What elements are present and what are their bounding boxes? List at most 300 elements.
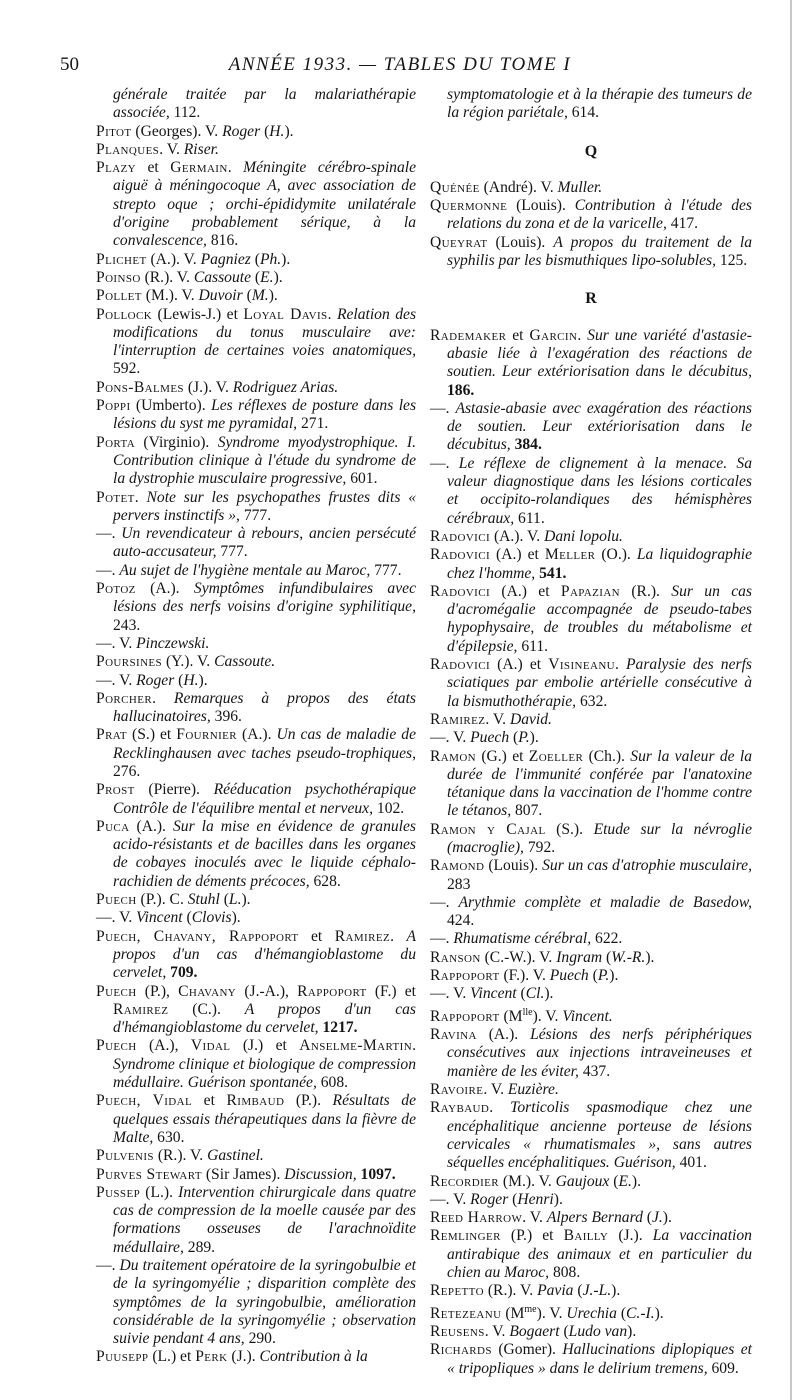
entry-text: 614. — [571, 104, 600, 122]
entry-text: (C.-W.). V. — [480, 948, 557, 966]
entry-text: —. V. — [96, 909, 137, 927]
entry-title: P. — [597, 967, 610, 985]
entry-title: Rééducation psychothérapique Contrôle de l'équilibre mental et nerveux, — [113, 781, 416, 817]
author-name: Ramon y Cajal — [430, 820, 546, 838]
index-entry — [96, 928, 416, 983]
entry-text: . — [227, 159, 244, 177]
author-name: Puusepp — [96, 1348, 149, 1366]
author-name: Puca — [96, 817, 130, 835]
entry-text: 401. — [679, 1154, 707, 1172]
entry-title: Riser. — [183, 140, 219, 158]
entry-title: Les réflexes de posture dans les lésions du syst me pyramidal, — [113, 397, 417, 433]
entry-text: 592. — [113, 360, 141, 378]
page-number: 50 — [60, 54, 79, 75]
index-entry — [430, 1227, 752, 1282]
author-name: Radovici — [430, 582, 491, 600]
entry-title: Relation des modifications du tonus musculaire ave: l'interruption de certaines voies anatomiques, — [113, 305, 417, 360]
index-entry — [430, 546, 752, 583]
entry-title: Cassoute. — [214, 653, 276, 671]
author-name: Vidal — [190, 1037, 231, 1055]
entry-text: —. V. — [430, 1190, 471, 1208]
entry-title: Roger — [136, 671, 175, 689]
index-entry — [430, 894, 752, 931]
author-name: Ravoire — [430, 1081, 484, 1099]
author-name: Poppi — [96, 397, 131, 415]
entry-title: Intervention chirurgicale dans quatre cas de compression de la moelle causée par des formations osseuses de l'arachnoïdite médullaire, — [113, 1183, 416, 1256]
author-name: Garcin — [529, 326, 578, 344]
entry-title: Puech — [549, 967, 589, 985]
entry-text: (A.) et — [490, 656, 549, 674]
index-entry — [96, 287, 416, 305]
index-entry — [96, 1348, 416, 1366]
entry-text: (R.). V. — [140, 268, 194, 286]
index-entry — [96, 397, 416, 434]
entry-text: (M — [501, 1304, 525, 1322]
entry-text: ). V. — [532, 1007, 563, 1025]
entry-text: —. V. — [96, 671, 137, 689]
index-entry — [96, 635, 416, 653]
entry-text: —. — [96, 561, 120, 579]
running-title: ANNÉE 1933. — TABLES DU TOME I — [228, 54, 572, 75]
author-name: Meller — [544, 546, 596, 564]
entry-text: (R.). — [620, 582, 672, 600]
entry-title: Bogaert — [509, 1323, 560, 1341]
entry-text: ). — [281, 250, 291, 268]
entry-text: 609. — [711, 1359, 739, 1377]
entry-text: (F.). V. — [499, 967, 550, 985]
entry-title: A propos d'un cas d'hémangioblastome du cervelet, — [113, 927, 416, 982]
index-entry — [430, 1004, 752, 1026]
index-entry — [96, 653, 416, 671]
entry-title: Astasie-abasie avec exagération des réactions de soutien. Leur extériorisation dans le décubitus, — [447, 399, 752, 454]
author-name: Poursines — [96, 653, 163, 671]
author-name: Loyal Davis — [243, 305, 328, 323]
page-reference: 709. — [170, 964, 198, 982]
entry-text: (A.). — [129, 817, 173, 835]
entry-text: 808. — [552, 1264, 581, 1281]
entry-text: (Gomer). — [491, 1341, 563, 1359]
author-name: Perk — [195, 1348, 228, 1366]
author-name: Rappoport — [297, 982, 367, 1000]
entry-title: A propos du traitement de la syphilis par les bismuthiques lipo-solubles, — [447, 233, 752, 270]
index-entry — [96, 1166, 416, 1184]
page-reference: 384. — [514, 436, 542, 454]
entry-title: Rhumatisme cérébral, — [453, 930, 596, 948]
entry-text: 289. — [187, 1238, 216, 1256]
entry-title: Euzière. — [507, 1081, 559, 1099]
author-name: Reusens — [430, 1323, 485, 1341]
index-entry — [430, 1282, 752, 1300]
entry-text: ). — [627, 1323, 637, 1341]
index-entry — [430, 711, 752, 729]
entry-text: (P.) et — [500, 1227, 564, 1245]
index-entry — [96, 580, 416, 635]
entry-title: Discussion, — [284, 1165, 361, 1183]
entry-title: Paralysie des nerfs sciatiques par embolie artérielle consécutive à la bismuthothérapie, — [447, 656, 752, 710]
entry-text: (Virginio). — [135, 433, 218, 451]
entry-title: Sur la valeur de la durée de l'immunité conférée par l'anatoxine tétanique dans la vaccination de l'homme contre le tétanos, — [447, 747, 752, 820]
entry-text: (J.) et — [230, 1037, 300, 1055]
entry-title: Pinczewski. — [136, 634, 210, 652]
author-name: Radovici — [430, 546, 491, 564]
entry-text: (Ch.). — [583, 747, 631, 765]
index-entry — [96, 123, 416, 141]
entry-text: 777. — [220, 543, 248, 561]
entry-title: Henri — [517, 1190, 554, 1208]
entry-title: Syndrome clinique et biologique de compression médullaire. Guérison spontanée, — [113, 1055, 416, 1092]
entry-text: (M — [499, 1007, 523, 1025]
entry-text: . — [152, 689, 174, 707]
entry-title: Ingram — [556, 948, 603, 966]
entry-text: ( — [174, 671, 184, 689]
entry-text: (C.). — [168, 1000, 245, 1018]
entry-text: (M.). V. — [141, 287, 199, 305]
index-entry — [96, 562, 416, 580]
index-entry — [430, 197, 752, 234]
page-header — [60, 54, 740, 78]
entry-text: 622. — [595, 930, 623, 948]
entry-title: Etude sur la névroglie (macroglie), — [447, 820, 752, 856]
entry-title: Muller. — [557, 178, 603, 196]
author-name: Puech — [96, 891, 137, 909]
entry-text: 125. — [719, 252, 748, 270]
author-name: Puech, Vidal — [96, 1092, 193, 1110]
author-name: Visineanu — [548, 656, 616, 674]
entry-text: (P.). C. — [136, 891, 188, 909]
index-entry — [96, 525, 416, 562]
entry-title: Le réflexe de clignement à la menace. Sa valeur diagnostique dans les lésions corticales et occipito-rolandiques des hémisphères cérébraux, — [447, 454, 752, 527]
entry-text: 276. — [113, 762, 141, 780]
entry-text: ( — [508, 1190, 518, 1208]
entry-text: ). — [645, 948, 655, 966]
index-entry — [430, 327, 752, 400]
entry-text: ). V. — [536, 1304, 567, 1322]
entry-text: —. — [430, 893, 459, 911]
author-name: Papazian — [560, 582, 621, 600]
entry-text: 243. — [113, 616, 141, 634]
entry-title: M. — [251, 287, 269, 305]
entry-text: 424. — [447, 912, 475, 930]
entry-title: générale traitée par la malariathérapie associée, — [113, 86, 416, 122]
entry-text: 630. — [157, 1128, 185, 1146]
entry-text: ). — [273, 268, 283, 286]
entry-title: Roger — [470, 1190, 509, 1208]
entry-text: (G.) et — [476, 747, 529, 765]
entry-title: Syndrome myodystrophique. I. Contribution clinique à l'étude du syndrome de la dystrophie musculaire progressive, — [113, 433, 416, 488]
author-name: Ravina — [430, 1026, 477, 1044]
entry-text: ( — [573, 1282, 583, 1300]
entry-title: Ph. — [259, 250, 282, 268]
page-reference: 541. — [539, 564, 567, 582]
entry-title: Un cas de maladie de Recklinghausen avec taches pseudo-trophiques, — [113, 726, 416, 762]
index-entry — [430, 1173, 752, 1191]
entry-title: Vincent — [136, 909, 183, 927]
entry-title: Un revendicateur à rebours, ancien persécuté auto-accusateur, — [113, 525, 417, 561]
index-entry — [430, 1081, 752, 1099]
index-entry — [430, 748, 752, 821]
index-entry — [96, 489, 416, 526]
author-name: Germain — [170, 159, 228, 177]
index-entry — [430, 179, 752, 197]
entry-title: Cassoute — [193, 268, 252, 286]
author-name: Pollock — [96, 305, 153, 323]
entry-text: ( — [602, 948, 612, 966]
entry-title: Au sujet de l'hygiène mentale au Maroc, — [119, 561, 375, 579]
entry-title: E. — [260, 268, 274, 286]
entry-title: Gaujoux — [555, 1172, 610, 1190]
author-name: Ramon — [430, 747, 477, 765]
index-entry — [96, 159, 416, 250]
entry-title: Cl. — [525, 985, 545, 1003]
entry-text: (Pierre). — [134, 781, 214, 799]
index-entry — [430, 234, 752, 271]
entry-title: Puech — [470, 729, 510, 747]
index-entry — [96, 1037, 416, 1092]
entry-text: . — [327, 305, 337, 323]
entry-title: Pavia — [537, 1282, 574, 1300]
entry-text: ( — [509, 729, 519, 747]
entry-text: —. V. — [96, 634, 137, 652]
entry-text: 807. — [515, 802, 543, 820]
index-entry — [96, 781, 416, 818]
entry-text: 792. — [527, 838, 556, 856]
entry-text: 777. — [374, 561, 402, 579]
entry-text: 283 — [447, 875, 471, 893]
entry-title: Torticolis spasmodique chez une encéphalitique ancienne porteuse de lésions cervicales « rhumatismales », sans autres séquelles encéphalitiques. Guérison, — [447, 1099, 752, 1172]
entry-title: E. — [618, 1172, 632, 1190]
entry-title: Vincent — [470, 985, 517, 1003]
entry-text: ). — [662, 1209, 672, 1227]
author-name: Quénée — [430, 178, 480, 196]
author-name: Chavany — [178, 982, 237, 1000]
entry-text: (J.-A.), — [236, 982, 298, 1000]
index-entry — [430, 583, 752, 656]
author-name: Queyrat — [430, 233, 488, 251]
entry-text: . — [134, 488, 147, 506]
entry-text: (O.). — [595, 546, 637, 564]
index-entry — [96, 1092, 416, 1147]
author-name: Rappoport — [430, 967, 500, 985]
entry-text: (Y.). V. — [162, 653, 215, 671]
index-entry — [430, 985, 752, 1003]
author-name: Porcher — [96, 689, 153, 707]
entry-text: . V. — [485, 710, 510, 728]
entry-text: 628. — [313, 872, 341, 890]
entry-title: H. — [183, 671, 199, 689]
entry-text: ). — [553, 1190, 563, 1208]
entry-text: (A.). V. — [146, 250, 201, 268]
entry-text: (A.), — [136, 1037, 191, 1055]
entry-text: (A.) et — [490, 546, 545, 564]
entry-text: (F.) et — [366, 982, 416, 1000]
index-entry — [430, 528, 752, 546]
entry-text: (L.) et — [148, 1348, 196, 1366]
index-entry — [430, 455, 752, 528]
index-entry — [430, 86, 752, 123]
entry-text: (S.) et — [127, 726, 177, 744]
entry-text: . — [390, 927, 407, 945]
author-name: Pitot — [96, 122, 132, 140]
author-name: Reed Harrow — [430, 1209, 523, 1227]
entry-title: Sur une variété d'astasie-abasie liée à l'exagération des réactions de soutien. Leur extériorisation dans le décubitus, — [447, 326, 752, 381]
entry-text: ). — [198, 671, 208, 689]
index-entry — [430, 857, 752, 894]
page-reference: 1217. — [322, 1019, 358, 1037]
entry-text: ( — [559, 1323, 569, 1341]
entry-title: Duvoir — [198, 287, 243, 305]
entry-text: (Umberto). — [130, 397, 212, 415]
entry-text: 611. — [518, 509, 545, 527]
entry-title: Urechia — [566, 1304, 617, 1322]
entry-text: (Georges). V. — [131, 122, 223, 140]
index-entry — [96, 891, 416, 909]
entry-title: Sur un cas d'acromégalie accompagnée de pseudo-tabes hypophysaire, de troubles du métabolisme et d'épilepsie, — [447, 582, 753, 655]
entry-text: —. V. — [430, 729, 471, 747]
author-name: Repetto — [430, 1282, 484, 1300]
index-entry — [96, 726, 416, 781]
entry-title: C.-I. — [626, 1304, 655, 1322]
index-entry — [430, 400, 752, 455]
entry-text: 437. — [582, 1062, 611, 1080]
entry-text: ). — [609, 967, 619, 985]
entry-title: Vincent. — [562, 1007, 613, 1025]
index-entry — [96, 269, 416, 287]
author-name: Potoz — [96, 580, 136, 598]
entry-title: Pagniez — [200, 250, 251, 268]
entry-text: —. — [430, 930, 454, 948]
page-reference: 1097. — [360, 1165, 396, 1183]
entry-text: (S.). — [545, 820, 594, 838]
entry-title: Hallucinations diplopiques et « tripopliques » dans le delirium tremens, — [447, 1341, 752, 1377]
entry-title: J. — [651, 1209, 663, 1227]
entry-text: 632. — [579, 692, 608, 710]
author-name: Anselme-Martin — [299, 1037, 413, 1055]
entry-text: et — [192, 1092, 227, 1110]
author-name: Plazy — [96, 159, 136, 177]
entry-title: Lésions des nerfs périphériques consécutives aux injections intraveineuses et manière de les éviter, — [447, 1026, 752, 1080]
entry-text: 601. — [350, 470, 378, 488]
author-name: Prat — [96, 726, 128, 744]
entry-text: ). — [241, 891, 251, 909]
entry-text: . V. — [483, 1081, 508, 1099]
entry-text: (Louis). — [484, 857, 543, 875]
entry-text: ). — [268, 287, 278, 305]
index-entry — [430, 1341, 752, 1378]
entry-title: P. — [518, 729, 530, 747]
entry-title: Roger — [222, 122, 261, 140]
entry-text: (J.). V. — [183, 378, 233, 396]
author-name: Potet — [96, 488, 135, 506]
author-name: Poinso — [96, 268, 141, 286]
entry-title: J.-L. — [582, 1282, 612, 1300]
entry-text: ( — [251, 268, 261, 286]
entry-text: 611. — [521, 637, 549, 655]
entry-text: 417. — [670, 215, 699, 233]
index-entry — [96, 251, 416, 269]
author-name: Recordier — [430, 1172, 500, 1190]
entry-title: Du traitement opératoire de la syringobulbie et de la syringomyélie ; disparition complète des symptômes de la syringobulbie, amélioration considérable de la syringomyélie ; observation suivie pendant 4 ans, — [113, 1257, 416, 1348]
entry-text: ). — [611, 1282, 621, 1300]
entry-text: (A.). — [237, 726, 277, 744]
entry-text: (R.). V. — [153, 1147, 208, 1165]
author-name: Puech, Chavany, Rappoport — [96, 927, 299, 945]
superscript: lle — [522, 1006, 533, 1018]
entry-text: (André). V. — [479, 178, 558, 196]
entry-text: 271. — [300, 415, 329, 433]
author-name: Ramond — [430, 857, 485, 875]
entry-title: Résultats de quelques essais thérapeutiques dans la fièvre de Malte, — [113, 1092, 416, 1146]
entry-text: 290. — [248, 1330, 276, 1348]
index-entry — [430, 821, 752, 858]
entry-text: et — [298, 927, 335, 945]
index-entry — [96, 434, 416, 489]
entry-title: Contribution à la — [259, 1348, 368, 1366]
entry-text: et — [136, 159, 171, 177]
entry-title: symptomatologie et à la thérapie des tumeurs de la région pariétale, — [447, 86, 752, 122]
entry-text: ( — [609, 1172, 619, 1190]
entry-text: ). — [654, 1304, 664, 1322]
author-name: Pulvenis — [96, 1147, 154, 1165]
entry-text: (A.) et — [490, 582, 561, 600]
entry-text: (Sir James). — [201, 1165, 285, 1183]
entry-text: ( — [242, 287, 252, 305]
index-entry — [430, 1099, 752, 1172]
entry-text: (Lewis-J.) et — [152, 305, 244, 323]
author-name: Rademaker — [430, 326, 507, 344]
author-name: Ramirez — [334, 927, 391, 945]
entry-title: Contribution à l'étude des relations du zona et de la varicelle, — [447, 197, 752, 233]
entry-text: 112. — [173, 104, 201, 122]
entry-text: (R.). V. — [483, 1282, 538, 1300]
entry-title: W.-R. — [611, 948, 646, 966]
entry-title: Ludo van — [568, 1323, 628, 1341]
entry-text: ). — [529, 729, 539, 747]
author-name: Purves Stewart — [96, 1165, 202, 1183]
index-entry — [430, 1026, 752, 1081]
author-name: Pons-Balmes — [96, 378, 184, 396]
entry-text: 777. — [243, 506, 272, 524]
author-name: Radovici — [430, 527, 491, 545]
index-entry — [96, 818, 416, 891]
index-entry — [96, 909, 416, 927]
entry-text: (J.). — [608, 1227, 653, 1245]
author-name: Rappoport — [430, 1007, 500, 1025]
entry-text: 396. — [214, 708, 242, 726]
entry-title: Stuhl — [187, 891, 220, 909]
index-entry — [430, 967, 752, 985]
index-entry — [96, 983, 416, 1038]
entry-text: (P.), — [136, 982, 179, 1000]
entry-title: La vaccination antirabique des animaux et en particulier du chien au Maroc, — [447, 1227, 752, 1281]
author-name: Remlinger — [430, 1227, 501, 1245]
index-entry — [96, 690, 416, 727]
index-entry — [96, 1184, 416, 1257]
index-entry — [430, 1191, 752, 1209]
index-entry — [430, 1323, 752, 1341]
entry-title: Gastinel. — [207, 1147, 264, 1165]
entry-text: ). — [284, 122, 294, 140]
entry-title: Symptômes infundibulaires avec lésions des nerfs voisins d'origine syphilitique, — [113, 580, 416, 616]
entry-text: ( — [182, 909, 192, 927]
entry-title: Clovis — [191, 909, 232, 927]
index-entry — [96, 1147, 416, 1165]
entry-title: Méningite cérébro-spinale aiguë à méningocoque A, avec association de strepto oque ; orchi-épididymite unilatérale d'origine probablement sérique, à la convalescence, — [113, 159, 416, 250]
page-edge-divider — [790, 0, 792, 1400]
index-entry — [430, 930, 752, 948]
entry-text: ). — [544, 985, 554, 1003]
author-name: Quermonne — [430, 197, 508, 215]
entry-text: —. — [96, 1257, 120, 1274]
